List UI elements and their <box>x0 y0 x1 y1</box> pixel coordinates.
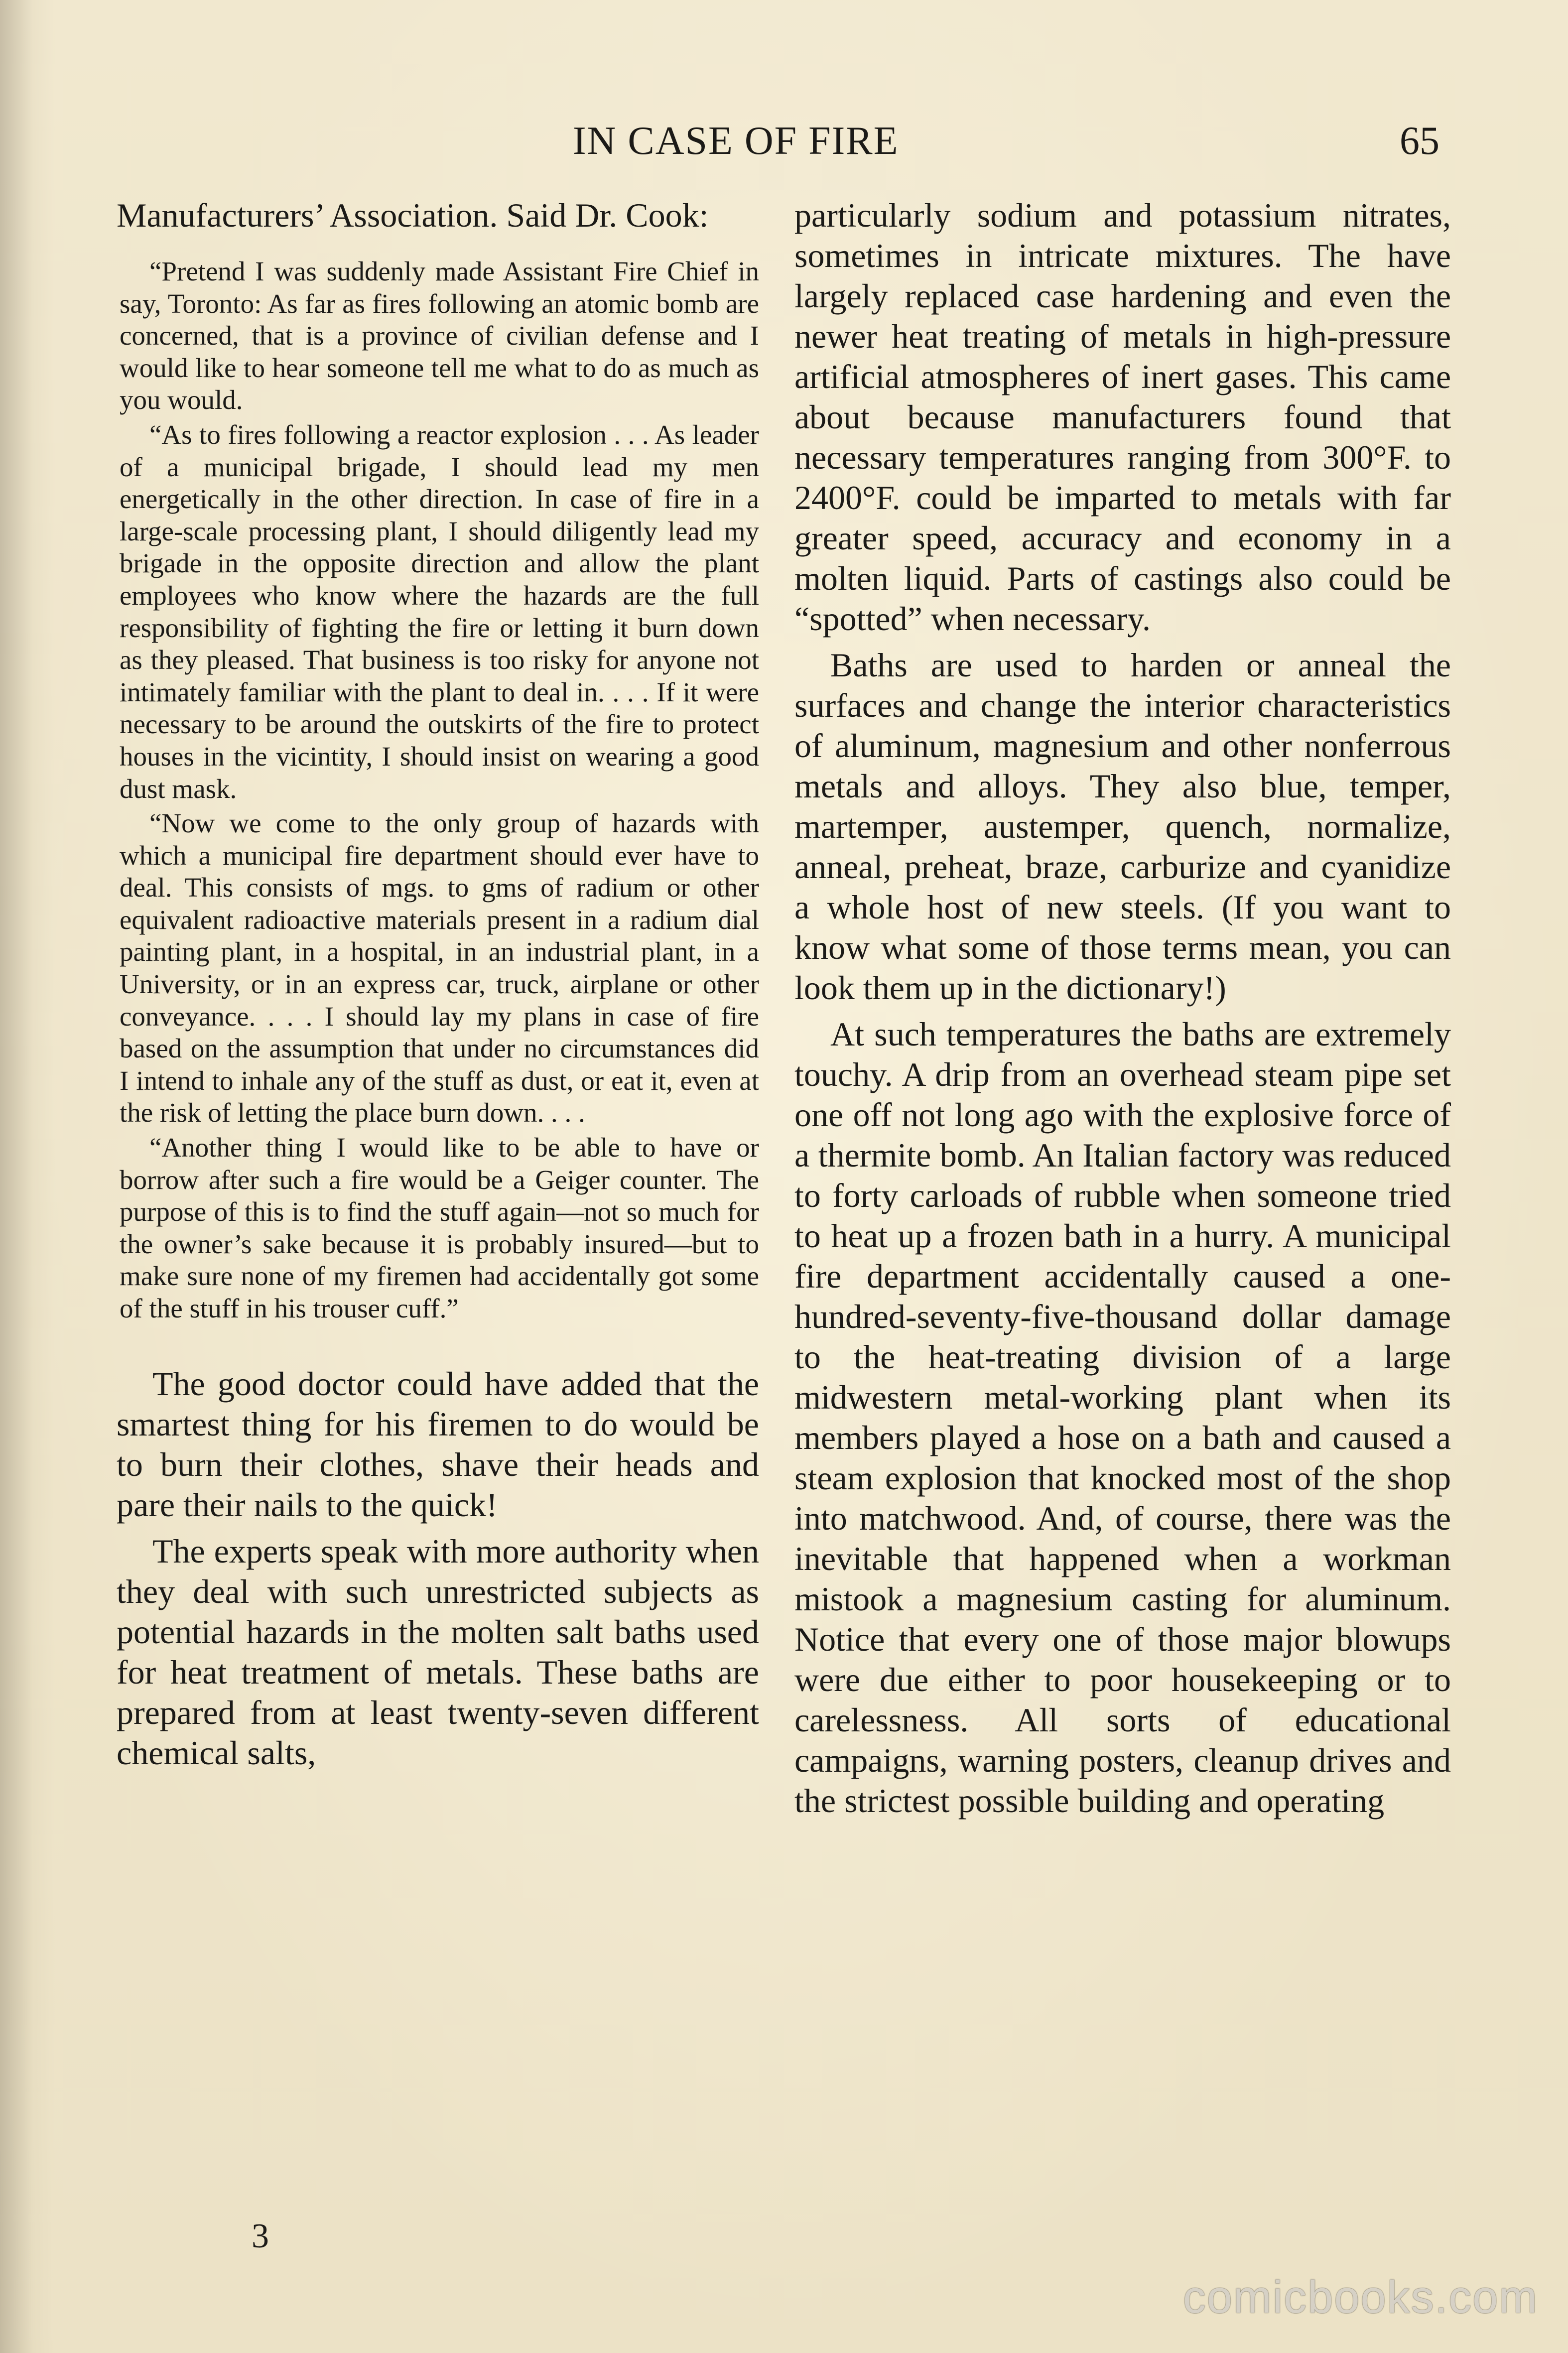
quote-paragraph: “Pretend I was suddenly made Assistant Fire Chief in say, Toronto: As far as fires following an atomic bomb are concerned, that is a province of civilian defense and I would like to hear someone tell me what to do as much as you would. <box>120 256 759 415</box>
page-number: 65 <box>1400 119 1439 163</box>
signature-mark: 3 <box>252 2217 269 2255</box>
body-paragraph: The good doctor could have added that the smartest thing for his firemen to do would be to burn their clothes, shave their heads and pare their nails to the quick! <box>117 1364 759 1524</box>
page-spine-shadow <box>0 0 55 2353</box>
intro-paragraph: Manufacturers’ Association. Said Dr. Cook: <box>117 196 709 234</box>
body-paragraph: particularly sodium and potassium nitrates, sometimes in intricate mixtures. The have largely replaced case hardening and even the newer heat treating of metals in high-pressure artificial atmospheres of inert gases. This came about because manufacturers found that necessary temperatures ranging from 300°F. to 2400°F. could be imparted to metals with far greater speed, accuracy and economy in a molten liquid. Parts of castings also could be “spotted” when necessary. <box>794 196 1451 638</box>
left-column <box>117 195 759 1773</box>
quote-paragraph: “As to fires following a reactor explosion . . . As leader of a municipal brigade, I should lead my men energetically in the other direction. In case of fire in a large-scale processing plant, I should diligently lead my brigade in the opposite direction and allow the plant employees who know where the hazards are the full responsibility of fighting the fire or letting it burn down as they pleased. That business is too risky for anyone not intimately familiar with the plant to deal in. . . . If it were necessary to be around the outskirts of the fire to protect houses in the vicintity, I should insist on wearing a good dust mask. <box>120 419 759 804</box>
page-header <box>0 119 1568 178</box>
body-paragraph: At such temperatures the baths are extremely touchy. A drip from an overhead steam pipe set one off not long ago with the explosive force of a thermite bomb. An Italian factory was reduced to forty carloads of rubble when someone tried to heat up a frozen bath in a hurry. A municipal fire department accidentally caused a one-hundred-seventy-five-thousand dollar damage to the heat-treating division of a large midwestern metal-working plant when its members played a hose on a bath and caused a steam explosion that knocked most of the shop into matchwood. And, of course, there was the inevitable that happened when a workman mistook a magnesium casting for aluminum. Notice that every one of those major blowups were due either to poor housekeeping or to carelessness. All sorts of educational campaigns, warning posters, cleanup drives and the strictest possible building and operating <box>794 1015 1451 1820</box>
quote-paragraph: “Now we come to the only group of hazards with which a municipal fire department should ever have to deal. This consists of mgs. to gms of radium or other equivalent radioactive materials present in a radium dial painting plant, in a hospital, in an industrial plant, in a University, or in an express car, truck, airplane or other conveyance. . . . I should lay my plans in case of fire based on the assumption that under no circumstances did I intend to inhale any of the stuff as dust, or eat it, even at the risk of letting the place burn down. . . . <box>120 808 759 1128</box>
body-paragraph: The experts speak with more authority when they deal with such unrestricted subjects as potential hazards in the molten salt baths used for heat treatment of metals. These baths are prepared from at least twenty-seven different chemical salts, <box>117 1532 759 1772</box>
right-column <box>794 195 1451 1821</box>
quote-paragraph: “Another thing I would like to be able to have or borrow after such a fire would be a Geiger counter. The purpose of this is to find the stuff again—not so much for the owner’s sake because it is probably insured—but to make sure none of my firemen had accidentally got some of the stuff in his trouser cuff.” <box>120 1132 759 1323</box>
body-paragraph: Baths are used to harden or anneal the surfaces and change the interior characteristics of aluminum, magnesium and other nonferrous metals and alloys. They also blue, temper, martemper, austemper, quench, normalize, anneal, preheat, braze, carburize and cyanidize a whole host of new steels. (If you want to know what some of those terms mean, you can look them up in the dictionary!) <box>794 646 1451 1007</box>
running-title: IN CASE OF FIRE <box>573 119 899 163</box>
block-quote <box>120 256 759 1325</box>
site-watermark: comicbooks.com <box>1182 2272 1538 2323</box>
